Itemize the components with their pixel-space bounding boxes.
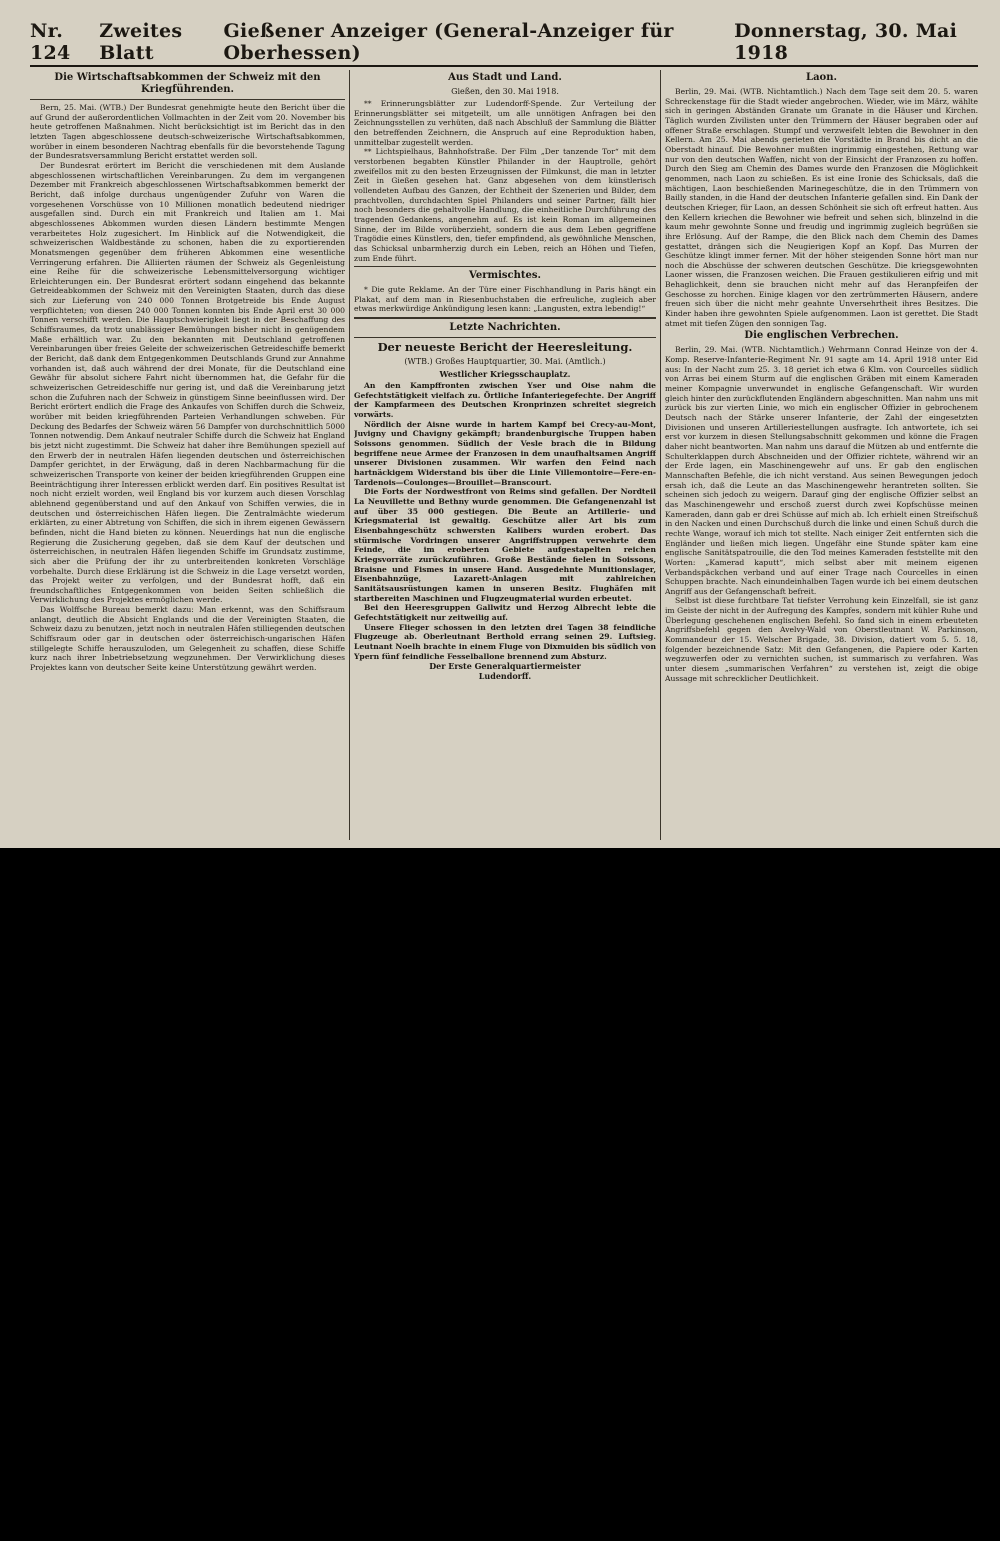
article-title-laon: Laon. — [806, 72, 837, 83]
signature-name: Ludendorff. — [478, 671, 532, 682]
report-dateline: (WTB.) Großes Hauptquartier, 30. Mai. (Amtlich.) — [404, 357, 606, 367]
signature-title: Der Erste Generalquartiermeister — [429, 661, 581, 672]
report-title: Der neueste Bericht der Heeresleitung. — [377, 340, 633, 355]
article-paragraph: ** Erinnerungsblätter zur Ludendorff-Spende. Zur Verteilung der Erinnerungsblätter sei mitgeteilt, um alle unnötigen Anfragen bei den Zeichnungsstellen zu verhüten, daß nach Abschluß der Sammlung die Blätter den betreffenden Zeichnern, die Anspruch auf eine Reproduktion haben, unmittelbar zugestellt werden. — [354, 99, 656, 147]
section-title-stadt-und-land: Aus Stadt und Land. — [448, 72, 562, 83]
article-paragraph: ** Lichtspielhaus, Bahnhofstraße. Der Film „Der tanzende Tor“ mit dem verstorbenen begabten Künstler Philander in der Hauptrolle, gehört zweifellos mit zu den besten Erzeugnissen der Filmkunst, die man in letzter Zeit in Gießen gesehen hat. Ganz abgesehen von dem künstlerisch vollendeten Aufbau des Ganzen, der Echtheit der Szenerien und Bilder, dem prachtvollen, durchdachten Spiel Philanders und seiner Partner, fällt hier noch besonders die gehaltvolle Handlung, die einheitliche Durchführung des tragenden Gedankens, angenehm auf. Es ist kein Roman im allgemeinen Sinne, der im Bilde vorüberzieht, sondern die aus dem Leben gegriffene Tragödie eines Künstlers, den, tiefer empfindend, als gewöhnliche Menschen, das Schicksal unbarmherzig durch ein Leben, reich an Höhen und Tiefen, zum Ende führt. — [354, 147, 656, 263]
column-3 — [665, 70, 978, 840]
report-paragraph: An den Kampffronten zwischen Yser und Oise nahm die Gefechtstätigkeit vielfach zu. Örtliche Infanteriegefechte. Der Angriff der Kampfarmeen des Deutschen Kronprinzen schreitet siegreich vorwärts. — [354, 381, 656, 420]
article-paragraph: * Die gute Reklame. An der Türe einer Fischhandlung in Paris hängt ein Plakat, auf dem man in Riesenbuchstaben die erfreuliche, zugleich aber etwas merkwürdige Ankündigung lesen kann: „Langusten, extra lebendig!“ — [354, 285, 656, 314]
newspaper-name: Gießener Anzeiger (General-Anzeiger für Oberhessen) — [223, 20, 674, 64]
report-paragraph: Bei den Heeresgruppen Gallwitz und Herzog Albrecht lebte die Gefechtstätigkeit nur zeitweilig auf. — [354, 603, 656, 622]
separator — [354, 266, 656, 267]
masthead — [30, 20, 978, 64]
column-divider — [660, 70, 661, 840]
article-title-englische-verbrechen: Die englischen Verbrechen. — [744, 330, 899, 342]
column-divider — [349, 70, 350, 840]
separator — [30, 99, 345, 100]
article-paragraph: Das Wolffsche Bureau bemerkt dazu: Man erkennt, was den Schiffsraum anlangt, deutlich die Absicht Englands und die der Vereinigten Staaten, die Schweiz dazu zu benutzen, jetzt noch in neutralen Häfen stilliegenden deutschen Schiffsraum oder gar in deutschen oder österreichisch-ungarischen Häfen stillgelegte Schiffe herauszuloden, um Gelegenheit zu schaffen, diese Schiffe kurz nach ihrer Inbetriebsetzung wegzunehmen. Der Verwirklichung dieses Projektes kann von deutscher Seite keine Unterstützung gewährt werden. — [30, 605, 345, 673]
section-title-vermischtes: Vermischtes. — [469, 270, 541, 282]
theater-heading: Westlicher Kriegsschauplatz. — [439, 369, 571, 380]
article-paragraph: Berlin, 29. Mai. (WTB. Nichtamtlich.) Nach dem Tage seit dem 20. 5. waren Schreckenstage für die Stadt wieder angebrochen. Wieder, wie im März, wählte sich in geringen Abständen Granate um Granate in die Häuser und Kirchen. Täglich wurden Zivilisten unter den Trümmern der Häuser begraben oder auf offener Straße erschlagen. Stumpf und verzweifelt lebten die Bewohner in den Kellern. Am 25. Mai abends gerieten die Vorstädte in Brand bis dicht an die Oberstadt hinauf. Die Bewohner mußten ingrimmig eingestehen, Rettung war nur von den deutschen Waffen, nicht von der Einsicht der Franzosen zu hoffen. Durch den Sieg am Chemin des Dames wurde den Franzosen die Möglichkeit genommen, nach Laon zu schießen. Es ist eine Ironie des Schicksals, daß die mächtigen, Laon beschießenden Marinegeschütze, die in den Trümmern von Bailly standen, in die Hand der deutschen Infanterie gefallen sind. Ein Dank der deutschen Krieger, für Laon, an dessen Schönheit sie sich oft erfreut hatten. Aus den Kellern kriechen die Bewohner wie befreit und sehen sich, blinzelnd in die kaum mehr gewohnte Sonne und freudig und ingrimmig zugleich begrüßen sie ihre Erlösung. Auf der Rampe, die den Blick nach dem Chemin des Dames gestattet, drängen sich die Neugierigen Kopf an Kopf. Das Murren der Geschütze klingt immer ferner. Mit der höher steigenden Sonne hört man nur noch die Abschüsse der schweren deutschen Geschütze. Die kriegsgewohnten Laoner wissen, die Franzosen weichen. Die Frauen gestikulieren eifrig und mit Behaglichkeit, denn sie brauchen nicht mehr auf das Heranpfeifen der Geschosse zu horchen. Einige klagen vor den zertrümmerten Häusern, andere freuen sich über die nicht mehr geahnte Unversehrtheit ihres Besitzes. Die Kinder haben ihre gewohnten Spiele aufgenommen. Laon ist gerettet. Die Stadt atmet mit tiefen Zügen den sonnigen Tag. — [665, 87, 978, 328]
issue-date: Donnerstag, 30. Mai 1918 — [734, 20, 958, 64]
separator — [354, 337, 656, 338]
issue-number: Nr. 124 — [30, 20, 71, 64]
masthead-rule — [30, 65, 978, 67]
dateline: Gießen, den 30. Mai 1918. — [451, 87, 559, 96]
sheet-label: Zweites Blatt — [99, 20, 183, 64]
report-paragraph: Die Forts der Nordwestfront von Reims sind gefallen. Der Nordteil La Neuvillette und Bethny wurde genommen. Die Gefangenenzahl ist auf über 35 000 gestiegen. Die Beute an Artillerie- und Kriegsmaterial ist gewaltig. Geschütze aller Art bis zum Eisenbahngeschütz schwersten Kalibers wurden erobert. Das stürmische Vordringen unserer Angriffstruppen verwehrte dem Feinde, die im eroberten Gebiete aufgestapelten reichen Kriegsvorräte zurückzuführen. Große Bestände fielen in Soissons, Braisne und Fismes in unsere Hand. Ausgedehnte Munitionslager, Eisenbahnzüge, Lazarett-Anlagen mit zahlreichen Sanitätsausrüstungen kamen in unseren Besitz. Flughäfen mit startbereiten Maschinen und Flugzeugmaterial wurden erbeutet. — [354, 487, 656, 603]
article-paragraph: Berlin, 29. Mai. (WTB. Nichtamtlich.) Wehrmann Conrad Heinze von der 4. Komp. Reserve-Infanterie-Regiment Nr. 91 sagte am 14. April 1918 unter Eid aus: In der Nacht zum 25. 3. 18 geriet ich etwa 6 Klm. von Courcelles südlich von Arras bei einem Sturm auf die englischen Gräben mit einem Kameraden meiner Kompagnie unverwundet in englische Gefangenschaft. Wir wurden gleich hinter den zurückflutenden Engländern abgeschnitten. Man nahm uns mit zurück bis zur vierten Linie, wo mich ein englischer Offizier in gebrochenem Deutsch nach der Stärke unserer Infanterie, der Zahl der eingesetzten Divisionen und unseren Artilleriestellungen ausfragte. Ich antwortete, ich sei erst vor kurzem in diesen Stellungsabschnitt gekommen und könne die Fragen daher nicht beantworten. Man nahm uns darauf die Mützen ab und entfernte die Schulterklappen durch Abschneiden und der Offizier richtete, während wir an der Erde lagen, ein Maschinengewehr auf uns. Er gab den englischen Mannschaften Befehle, die ich nicht verstand. Aus seinen Bewegungen jedoch ersah ich, daß die Leute an das Maschinengewehr herantreten sollten. Sie scheinen sich jedoch zu weigern. Darauf ging der englische Offizier selbst an das Maschinengewehr und erschoß zuerst durch zwei Kopfschüsse meinen Kameraden, dann gab er drei Schüsse auf mich ab. Ich erhielt einen Streifschuß in den Nacken und einen Durchschuß durch die linke und einen Schuß durch die rechte Wange, worauf ich mich tot stellte. Nach einiger Zeit entfernten sich die Engländer und ließen mich liegen. Ungefähr eine Stunde später kam eine englische Sanitätspatrouille, die den Tod meines Kameraden feststellte mit den Worten: „Kamerad kaputt“, mich selbst aber mit meinem eigenen Verbandspäckchen verband und auf einer Trage nach Courcelles in einen Schuppen brachte. Nach einundeinhalben Tagen wurde ich bei einem deutschen Angriff aus der Gefangenschaft befreit. — [665, 345, 978, 596]
report-paragraph: Nördlich der Aisne wurde in hartem Kampf bei Crecy-au-Mont, Juvigny und Chavigny gekämpft; brandenburgische Truppen haben Soissons genommen. Südlich der Vesle brach die in Bildung begriffene neue Armee der Franzosen in dem unaufhaltsamen Angriff unserer Divisionen zusammen. Wir warfen den Feind nach hartnäckigem Widerstand bis über die Linie Villemontoire—Fere-en-Tardenois—Coulonges—Brouillet—Branscourt. — [354, 419, 656, 487]
article-title-wirtschaftsabkommen: Die Wirtschaftsabkommen der Schweiz mit den Kriegführenden. — [54, 72, 321, 95]
column-1 — [30, 70, 345, 840]
section-title-letzte-nachrichten: Letzte Nachrichten. — [449, 322, 561, 334]
separator — [354, 317, 656, 319]
article-paragraph: Bern, 25. Mai. (WTB.) Der Bundesrat genehmigte heute den Bericht über die auf Grund der außerordentlichen Vollmachten in der Zeit vom 20. November bis heute getroffenen Maßnahmen. Nicht berücksichtigt ist im Bericht das in den letzten Tagen abgeschlossene deutsch-schweizerische Wirtschaftsabkommen, worüber in einem besonderen Nachtrag ebenfalls für die bevorstehende Tagung der Bundesratsversammlung Bericht erstattet werden soll. — [30, 103, 345, 161]
article-paragraph: Der Bundesrat erörtert im Bericht die verschiedenen mit dem Auslande abgeschlossenen wirtschaftlichen Vereinbarungen. Zu dem im vergangenen Dezember mit Frankreich abgeschlossenen Wirtschaftsabkommen bemerkt der Bericht, daß infolge durchaus ungenügender Zufuhr von Waren die vorgesehenen Vorschüsse von 10 Millionen monatlich bedeutend niedriger ausgefallen sind. Durch ein mit Frankreich und Italien am 1. Mai abgeschlossenes Abkommen wurden diesen Ländern bestimmte Mengen verarbeitetes Holz zugesichert. Im Hinblick auf die Notwendigkeit, die schweizerischen Waldbestände zu schonen, haben die zu exportierenden Monatsmengen gegenüber dem früheren Abkommen eine wesentliche Verringerung erfahren. Die Alliierten räumen der Schweiz als Gegenleistung eine Reihe für die schweizerische Lebensmittelversorgung wichtiger Erleichterungen ein. Der Bundesrat erörtert sodann eingehend das bekannte Getreideabkommen der Schweiz mit den Vereinigten Staaten, durch das diese sich zur Lieferung von 240 000 Tonnen Brotgetreide bis Ende August verpflichteten; von diesen 240 000 Tonnen konnten bis Ende April erst 30 000 Tonnen verschifft werden. Die Hauptschwierigkeit liegt in der Beschaffung des Schiffsraumes, da trotz unablässiger Bemühungen bisher nicht in genügendem Maße erhältlich war. Zu den bekannten mit Deutschland getroffenen Vereinbarungen über freies Geleite der schweizerischen Getreideschiffe bemerkt der Bericht, daß dank dem Entgegenkommen Deutschlands Grund zur Annahme vorhanden ist, daß auch während der drei Monate, für die Deutschland eine Gewähr für absolut sichere Fahrt nicht übernommen hat, die Gefahr für die schweizerischen Getreideschiffe nur gering ist, und daß die Vereinbarung jetzt schon die Zufuhren nach der Schweiz in günstigem Sinne beeinflussen wird. Der Bericht erörtert endlich die Frage des Ankaufes von Schiffen durch die Schweiz, worüber mit beiden kriegführenden Parteien Verhandlungen schweben. Für Deckung des Bedarfes der Schweiz wären 56 Dampfer von durchschnittlich 5000 Tonnen notwendig. Dem Ankauf neutraler Schiffe durch die Schweiz hat England bis jetzt nicht zugestimmt. Die Schweiz hat daher ihre Bemühungen speziell auf den Erwerb der in neutralen Häfen liegenden deutschen und österreichischen Dampfer gerichtet, in der Erwägung, daß in deren Nachbarmachung für die schweizerischen Transporte von keiner der beiden kriegführenden Gruppen eine Beeinträchtigung ihrer Interessen erblickt werden darf. Ein positives Resultat ist noch nicht erzielt worden, weil England bis vor kurzem auch diesen Vorschlag ablehnend gegenüberstand und auf den Ankauf von Schiffen verwies, die in deutschen und österreichischen Häfen liegen. Die Zentralmächte wiederum erklärten, zu einer Abtretung von Schiffen, die sich in ihrem eigenen Gewässern befinden, nicht die Hand bieten zu können. Neuerdings hat nun die englische Regierung die Zusicherung gegeben, daß sie dem Kauf der deutschen und österreichischen, in neutralen Häfen liegenden Schiffe im Grundsatz zustimme, sich aber die Prüfung der ihr zu unterbreitenden konkreten Vorschläge vorbehalte. Durch diese Erklärung ist die Schweiz in die Lage versetzt worden, das Projekt weiter zu verfolgen, und der Bundesrat hofft, daß ein freundschaftliches Entgegenkommen von beiden Seiten schließlich die Verwirklichung des Projektes ermöglichen werde. — [30, 160, 345, 605]
column-2 — [354, 70, 656, 840]
article-paragraph: Selbst ist diese furchtbare Tat tiefster Verrohung kein Einzelfall, sie ist ganz im Geiste der nicht in der Aufregung des Kampfes, sondern mit kühler Ruhe und Überlegung geschehenen englischen Befehl. So fand sich in einem erbeuteten Angriffsbefehl gegen den Avelvy-Wald von Oberstleutnant W. Parkinson, Kommandeur der 15. Welscher Brigade, 38. Division, datiert vom 5. 5. 18, folgender bezeichnende Satz: Mit den Gefangenen, die Papiere oder Karten wegzuwerfen oder zu vernichten suchen, ist summarisch zu verfahren. Was unter diesem „summarischen Verfahren“ zu verstehen ist, zeigt die obige Aussage mit schrecklicher Deutlichkeit. — [665, 596, 978, 683]
report-paragraph: Unsere Flieger schossen in den letzten drei Tagen 38 feindliche Flugzeuge ab. Oberleutnant Berthold errang seinen 29. Luftsieg. Leutnant Noelh brachte in einem Fluge von Dixmuiden bis südlich von Ypern fünf feindliche Fesselballone brennend zum Absturz. — [354, 622, 656, 661]
